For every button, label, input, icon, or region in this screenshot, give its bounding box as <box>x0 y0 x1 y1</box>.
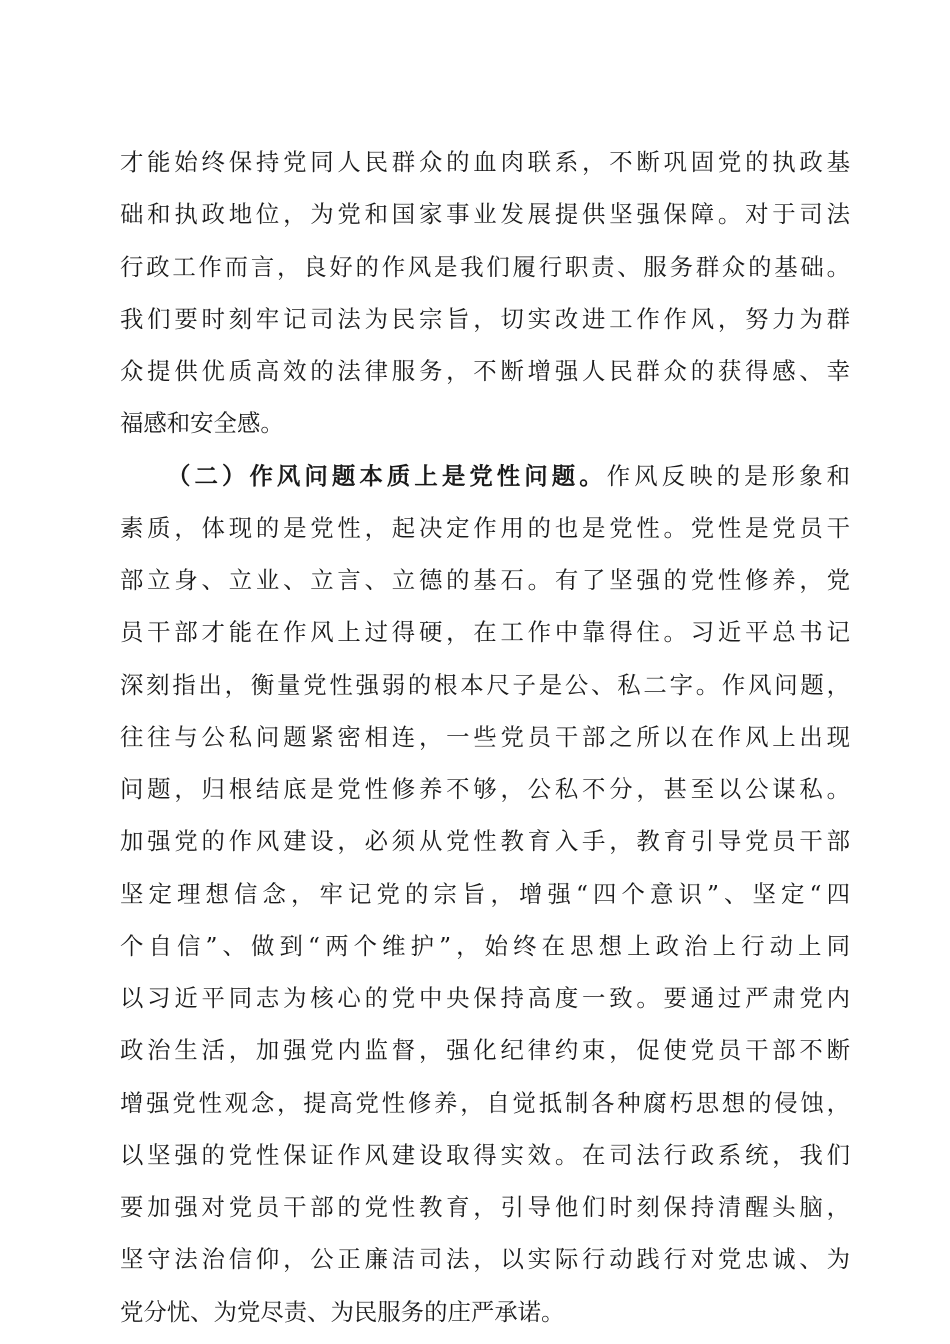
paragraph-line: 政治生活，加强党内监督，强化纪律约束，促使党员干部不断 <box>120 1036 850 1065</box>
paragraph-line: 福感和安全感。 <box>120 409 284 438</box>
paragraph-line: 我们要时刻牢记司法为民宗旨，切实改进工作作风，努力为群 <box>120 304 850 333</box>
paragraph-line: 以坚强的党性保证作风建设取得实效。在司法行政系统，我们 <box>120 1140 850 1169</box>
paragraph-first-line <box>120 450 850 502</box>
paragraph-line: 础和执政地位，为党和国家事业发展提供坚强保障。对于司法 <box>120 200 850 229</box>
paragraph-line: 党分忧、为党尽责、为民服务的庄严承诺。 <box>120 1297 565 1326</box>
paragraph-line: 加强党的作风建设，必须从党性教育入手，教育引导党员干部 <box>120 827 850 856</box>
paragraph-line: 坚守法治信仰，公正廉洁司法，以实际行动践行对党忠诚、为 <box>120 1245 850 1274</box>
paragraph-line: 个自信”、做到“两个维护”，始终在思想上政治上行动上同 <box>120 931 850 960</box>
paragraph-line: 行政工作而言，良好的作风是我们履行职责、服务群众的基础。 <box>120 252 850 281</box>
document-body <box>120 136 850 1338</box>
paragraph-line: 部立身、立业、立言、立德的基石。有了坚强的党性修养，党 <box>120 566 850 594</box>
paragraph-line: 问题，归根结底是党性修养不够，公私不分，甚至以公谋私。 <box>120 775 850 803</box>
paragraph-line: 员干部才能在作风上过得硬，在工作中靠得住。习近平总书记 <box>120 618 850 647</box>
paragraph-line: 往往与公私问题紧密相连，一些党员干部之所以在作风上出现 <box>120 722 850 751</box>
paragraph-line: 坚定理想信念，牢记党的宗旨，增强“四个意识”、坚定“四 <box>120 879 850 908</box>
section-heading: （二）作风问题本质上是党性问题。 <box>167 461 607 490</box>
paragraph-line: 以习近平同志为核心的党中央保持高度一致。要通过严肃党内 <box>120 984 850 1012</box>
paragraph-line: 深刻指出，衡量党性强弱的根本尺子是公、私二字。作风问题， <box>120 670 850 699</box>
paragraph-line: 要加强对党员干部的党性教育，引导他们时刻保持清醒头脑， <box>120 1193 850 1221</box>
paragraph-text: 作风反映的是形象和 <box>606 461 850 490</box>
paragraph-line: 增强党性观念，提高党性修养，自觉抵制各种腐朽思想的侵蚀， <box>120 1088 850 1117</box>
paragraph-1 <box>120 136 850 450</box>
paragraph-line: 素质，体现的是党性，起决定作用的也是党性。党性是党员干 <box>120 513 850 542</box>
paragraph-line: 众提供优质高效的法律服务，不断增强人民群众的获得感、幸 <box>120 357 850 385</box>
paragraph-line: 才能始终保持党同人民群众的血肉联系，不断巩固党的执政基 <box>120 148 850 176</box>
paragraph-2 <box>120 450 850 1338</box>
